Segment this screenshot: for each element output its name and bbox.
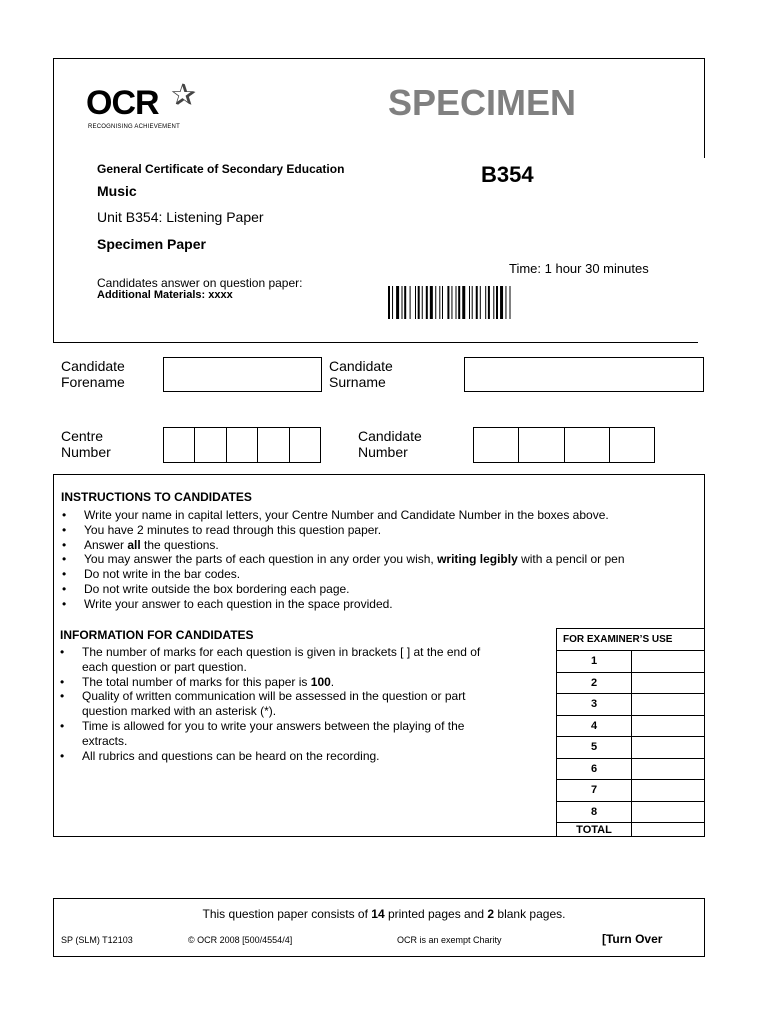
candidate-forename-field[interactable]: [163, 357, 322, 392]
instruction-item: • Do not write in the bar codes.: [60, 567, 700, 582]
centre-number-field[interactable]: [163, 427, 321, 463]
instruction-item: • Do not write outside the box bordering each page.: [60, 582, 700, 597]
question-number: 8: [557, 801, 632, 823]
information-list: [58, 645, 508, 763]
centre-label-line2: Number: [61, 444, 111, 460]
unit-title: Unit B354: Listening Paper: [97, 209, 264, 225]
star-icon: ✰: [171, 79, 197, 112]
mark-cell: [632, 758, 705, 780]
instruction-item: • Answer all the questions.: [60, 538, 700, 553]
mark-cell: [632, 801, 705, 823]
question-number: 5: [557, 737, 632, 759]
instruction-item: • Write your name in capital letters, your Centre Number and Candidate Number in the boxes above.: [60, 508, 700, 523]
candno-label-line1: Candidate: [358, 428, 422, 444]
question-number: 6: [557, 758, 632, 780]
qualification: General Certificate of Secondary Education: [97, 162, 345, 176]
information-item: • The number of marks for each question is given in brackets [ ] at the end of each question or part question.: [58, 645, 508, 675]
printed-pages-count: 14: [371, 907, 385, 921]
logo-tagline: RECOGNISING ACHIEVEMENT: [88, 124, 180, 130]
instruction-item: • You have 2 minutes to read through this question paper.: [60, 523, 700, 538]
candno-digit-cell[interactable]: [474, 428, 519, 462]
page-count-middle: printed pages and: [384, 907, 488, 921]
candno-digit-cell[interactable]: [610, 428, 654, 462]
surname-label-line1: Candidate: [329, 358, 393, 374]
header-border-notch: [698, 158, 706, 344]
question-number: 7: [557, 780, 632, 802]
question-number: 3: [557, 694, 632, 716]
mark-cell: [632, 737, 705, 759]
total-mark-cell: [632, 823, 705, 837]
subject: Music: [97, 183, 137, 199]
centre-digit-cell[interactable]: [290, 428, 320, 462]
centre-number-label: [61, 428, 111, 460]
total-label: TOTAL: [557, 823, 632, 837]
instructions-list: [60, 508, 700, 612]
examiner-use-table: [556, 628, 705, 837]
information-item: • Quality of written communication will be assessed in the question or part question marked with an asterisk (*).: [58, 689, 508, 719]
centre-digit-cell[interactable]: [258, 428, 289, 462]
paper-reference: SP (SLM) T12103: [61, 935, 133, 945]
candidate-surname-field[interactable]: [464, 357, 704, 392]
centre-digit-cell[interactable]: [227, 428, 258, 462]
information-title: INFORMATION FOR CANDIDATES: [60, 628, 254, 642]
additional-materials: Additional Materials: xxxx: [97, 289, 233, 301]
candidate-number-label: [358, 428, 422, 460]
information-item: • All rubrics and questions can be heard on the recording.: [58, 749, 508, 764]
information-item: • Time is allowed for you to write your answers between the playing of the extracts.: [58, 719, 508, 749]
question-number: 1: [557, 651, 632, 673]
question-number: 4: [557, 715, 632, 737]
barcode: [388, 286, 552, 319]
candidate-forename-label: [61, 358, 125, 390]
page-count-prefix: This question paper consists of: [202, 907, 372, 921]
turn-over-label: [Turn Over: [602, 932, 663, 946]
logo-text: OCR: [86, 84, 159, 122]
centre-digit-cell[interactable]: [164, 428, 195, 462]
mark-cell: [632, 715, 705, 737]
forename-label-line1: Candidate: [61, 358, 125, 374]
mark-cell: [632, 780, 705, 802]
information-item: • The total number of marks for this paper is 100.: [58, 675, 508, 690]
paper-type: Specimen Paper: [97, 236, 206, 252]
candno-digit-cell[interactable]: [519, 428, 564, 462]
forename-label-line2: Forename: [61, 374, 125, 390]
candidates-answer-note: Candidates answer on question paper:: [97, 276, 303, 290]
time-allowed: Time: 1 hour 30 minutes: [509, 261, 649, 276]
mark-cell: [632, 672, 705, 694]
mark-cell: [632, 651, 705, 673]
copyright-notice: © OCR 2008 [500/4554/4]: [188, 935, 293, 945]
mark-cell: [632, 694, 705, 716]
candidate-number-field[interactable]: [473, 427, 655, 463]
centre-label-line1: Centre: [61, 428, 104, 444]
surname-label-line2: Surname: [329, 374, 386, 390]
paper-code: B354: [481, 162, 534, 187]
question-number: 2: [557, 672, 632, 694]
blank-pages-count: 2: [487, 907, 495, 921]
page-count-line: [0, 907, 768, 921]
candno-label-line2: Number: [358, 444, 408, 460]
candidate-surname-label: [329, 358, 393, 390]
centre-digit-cell[interactable]: [195, 428, 226, 462]
instruction-item: • You may answer the parts of each question in any order you wish, writing legibly with a pencil or pen: [60, 552, 700, 567]
page-count-suffix: blank pages.: [494, 907, 566, 921]
instruction-item: • Write your answer to each question in the space provided.: [60, 597, 700, 612]
specimen-label: SPECIMEN: [388, 82, 577, 123]
candno-digit-cell[interactable]: [565, 428, 610, 462]
examiner-table-header: FOR EXAMINER’S USE: [557, 629, 705, 651]
charity-notice: OCR is an exempt Charity: [397, 935, 502, 945]
ocr-logo: [86, 78, 206, 134]
instructions-title: INSTRUCTIONS TO CANDIDATES: [61, 490, 252, 504]
